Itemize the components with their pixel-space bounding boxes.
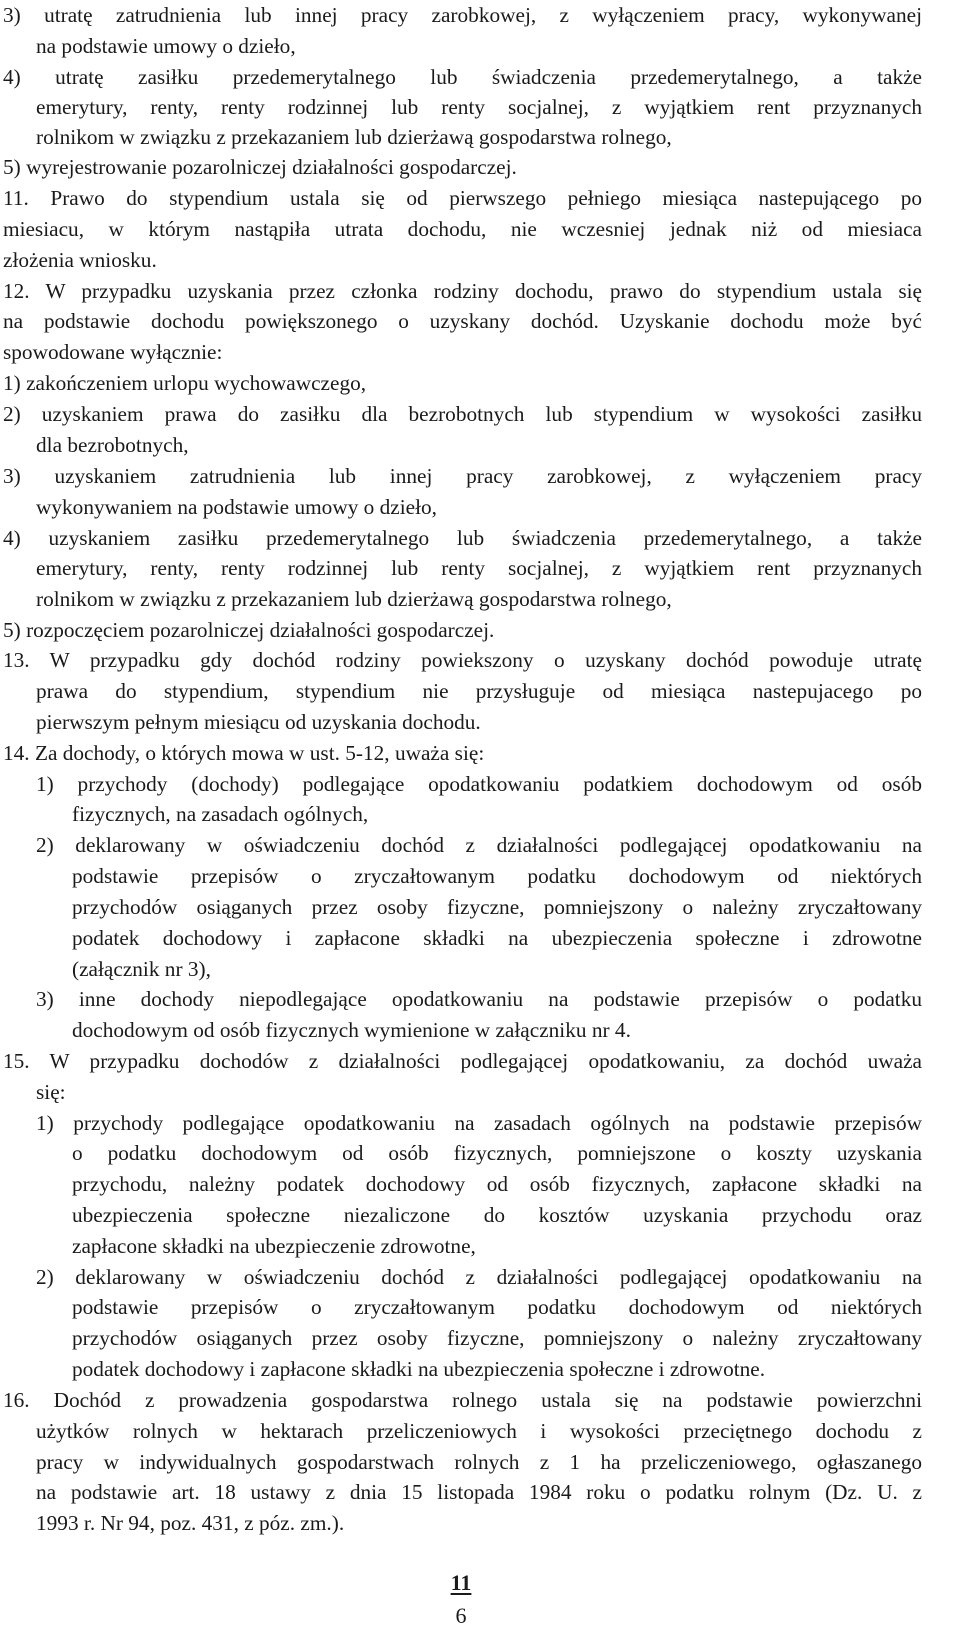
text-line: 2) deklarowany w oświadczeniu dochód z działalności podlegającej opodatkowaniu na: [36, 1265, 922, 1289]
text-line: pierwszym pełnym miesiącu od uzyskania dochodu.: [36, 710, 481, 734]
text-line: spowodowane wyłącznie:: [3, 340, 223, 364]
text-line: dla bezrobotnych,: [36, 433, 189, 457]
text-line: 3) inne dochody niepodlegające opodatkowaniu na podstawie przepisów o podatku: [36, 987, 922, 1011]
text-line: 12. W przypadku uzyskania przez członka rodziny dochodu, prawo do stypendium ustala się: [3, 279, 922, 303]
text-line: 1) przychody podlegające opodatkowaniu na zasadach ogólnych na podstawie przepisów: [36, 1111, 922, 1135]
text-line: dochodowym od osób fizycznych wymienione w załączniku nr 4.: [72, 1018, 631, 1042]
text-line: przychodów osiąganych przez osoby fizyczne, pomniejszony o należny zryczałtowany: [72, 1326, 922, 1350]
text-line: 4) utratę zasiłku przedemerytalnego lub świadczenia przedemerytalnego, a także: [3, 65, 922, 89]
text-line: 15. W przypadku dochodów z działalności podlegającej opodatkowaniu, za dochód uważa: [3, 1049, 922, 1073]
text-line: podatek dochodowy i zapłacone składki na ubezpieczenia społeczne i zdrowotne.: [72, 1357, 766, 1381]
text-line: rolnikom w związku z przekazaniem lub dzierżawą gospodarstwa rolnego,: [36, 587, 672, 611]
text-line: fizycznych, na zasadach ogólnych,: [72, 802, 369, 826]
text-line: przychodu, należny podatek dochodowy od osób fizycznych, zapłacone składki na: [72, 1172, 922, 1196]
text-line: podstawie przepisów o zryczałtowanym podatku dochodowym od niektórych: [72, 1295, 922, 1319]
text-line: 3) uzyskaniem zatrudnienia lub innej pracy zarobkowej, z wyłączeniem pracy: [3, 464, 922, 488]
section-number: 11: [450, 1570, 472, 1595]
text-line: (załącznik nr 3),: [72, 957, 211, 981]
text-line: podatek dochodowy i zapłacone składki na ubezpieczenia społeczne i zdrowotne: [72, 926, 922, 950]
text-line: emerytury, renty, renty rodzinnej lub renty socjalnej, z wyjątkiem rent przyznanych: [36, 95, 922, 119]
text-line: zapłacone składki na ubezpieczenie zdrowotne,: [72, 1234, 476, 1258]
text-line: 5) wyrejestrowanie pozarolniczej działalności gospodarczej.: [3, 155, 517, 179]
text-line: na podstawie art. 18 ustawy z dnia 15 listopada 1984 roku o podatku rolnym (Dz. U. z: [36, 1480, 922, 1504]
text-line: 2) deklarowany w oświadczeniu dochód z działalności podlegającej opodatkowaniu na: [36, 833, 922, 857]
text-line: miesiacu, w którym nastąpiła utrata dochodu, nie wczesniej jednak niż od miesiaca: [3, 217, 922, 241]
text-line: wykonywaniem na podstawie umowy o dzieło,: [36, 495, 438, 519]
text-line: przychodów osiąganych przez osoby fizyczne, pomniejszony o należny zryczałtowany: [72, 895, 922, 919]
text-line: użytków rolnych w hektarach przeliczeniowych i wysokości przeciętnego dochodu z: [36, 1419, 922, 1443]
text-line: na podstawie dochodu powiększonego o uzyskany dochód. Uzyskanie dochodu może być: [3, 309, 922, 333]
text-line: 11. Prawo do stypendium ustala się od pierwszego pełniego miesiąca nastepującego po: [3, 186, 922, 210]
text-line: 3) utratę zatrudnienia lub innej pracy zarobkowej, z wyłączeniem pracy, wykonywanej: [3, 3, 922, 27]
text-line: 4) uzyskaniem zasiłku przedemerytalnego lub świadczenia przedemerytalnego, a także: [3, 526, 922, 550]
text-line: 14. Za dochody, o których mowa w ust. 5-12, uważa się:: [3, 741, 485, 765]
text-line: o podatku dochodowym od osób fizycznych, pomniejszone o koszty uzyskania: [72, 1141, 922, 1165]
page-number: 6: [455, 1603, 467, 1628]
text-line: 13. W przypadku gdy dochód rodziny powiekszony o uzyskany dochód powoduje utratę: [3, 648, 922, 672]
text-line: 16. Dochód z prowadzenia gospodarstwa rolnego ustala się na podstawie powierzchni: [3, 1388, 922, 1412]
text-line: 5) rozpoczęciem pozarolniczej działalności gospodarczej.: [3, 618, 495, 642]
text-line: 1993 r. Nr 94, poz. 431, z póz. zm.).: [36, 1511, 345, 1535]
text-line: 1) przychody (dochody) podlegające opodatkowaniu podatkiem dochodowym od osób: [36, 772, 922, 796]
text-line: ubezpieczenia społeczne niezaliczone do kosztów uzyskania przychodu oraz: [72, 1203, 922, 1227]
text-line: pracy w indywidualnych gospodarstwach rolnych z 1 ha przeliczeniowego, ogłaszanego: [36, 1450, 922, 1474]
text-line: prawa do stypendium, stypendium nie przysługuje od miesiąca nastepujacego po: [36, 679, 922, 703]
text-line: się:: [36, 1080, 66, 1104]
text-line: rolnikom w związku z przekazaniem lub dzierżawą gospodarstwa rolnego,: [36, 125, 672, 149]
text-line: 2) uzyskaniem prawa do zasiłku dla bezrobotnych lub stypendium w wysokości zasiłku: [3, 402, 922, 426]
text-line: złożenia wniosku.: [3, 248, 157, 272]
text-line: 1) zakończeniem urlopu wychowawczego,: [3, 371, 367, 395]
text-line: na podstawie umowy o dzieło,: [36, 34, 296, 58]
text-line: emerytury, renty, renty rodzinnej lub renty socjalnej, z wyjątkiem rent przyznanych: [36, 556, 922, 580]
text-line: podstawie przepisów o zryczałtowanym podatku dochodowym od niektórych: [72, 864, 922, 888]
